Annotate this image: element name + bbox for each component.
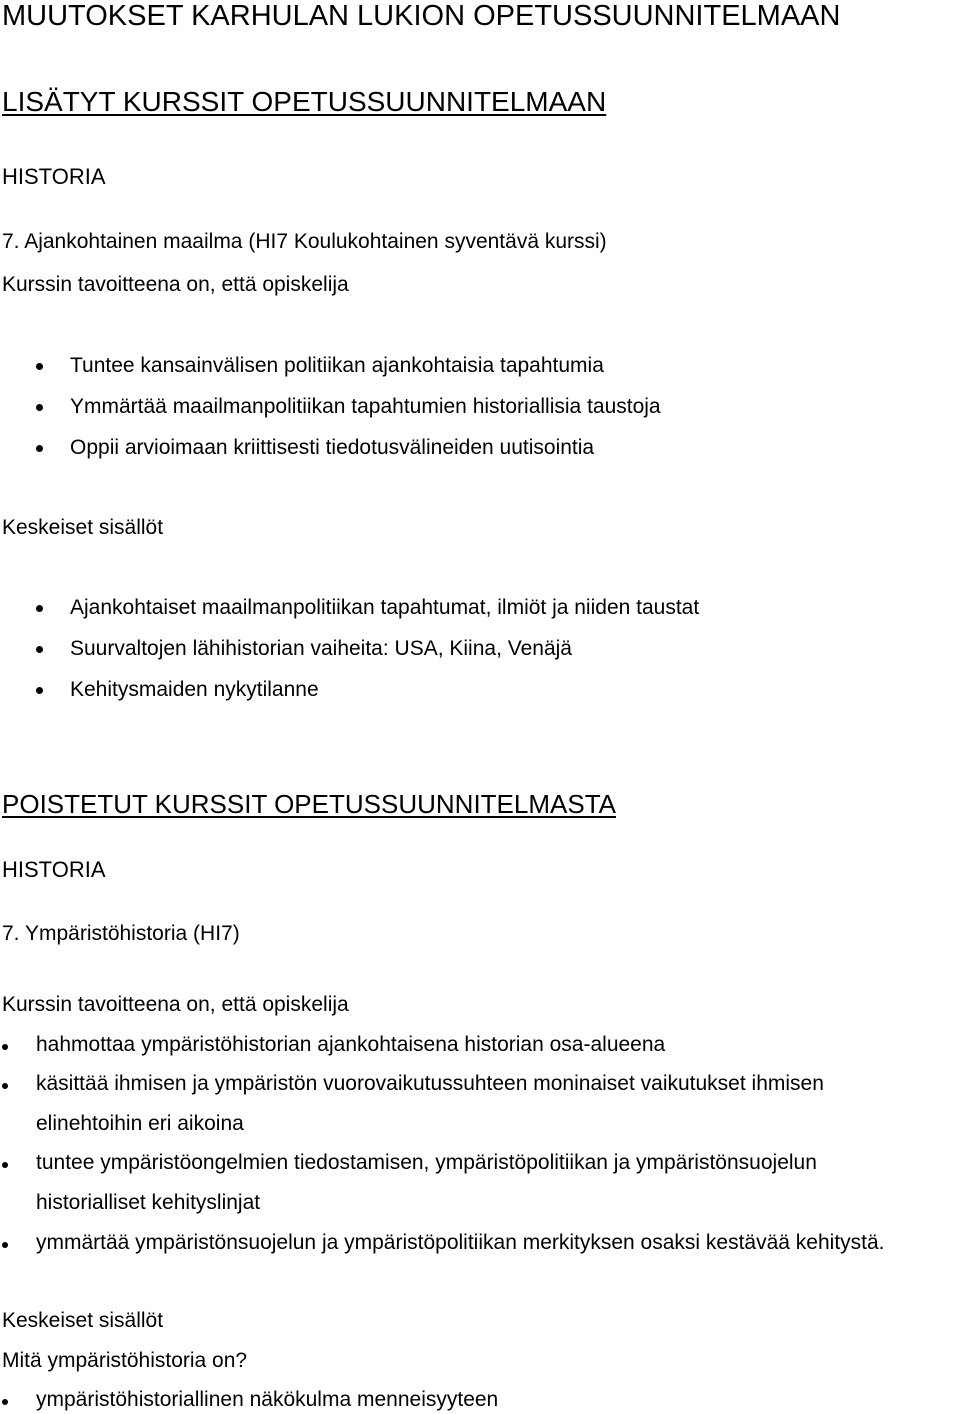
document-heading: MUUTOKSET KARHULAN LUKION OPETUSSUUNNITELMAAN (2, 0, 841, 32)
bullet-icon (2, 1399, 8, 1405)
removed-goals-intro: Kurssin tavoitteena on, että opiskelija (2, 993, 349, 1016)
removed-course-title: 7. Ympäristöhistoria (HI7) (2, 922, 240, 945)
bullet-icon (2, 1162, 8, 1168)
bullet-icon (36, 445, 43, 452)
added-course-title: 7. Ajankohtainen maailma (HI7 Koulukohtainen syventävä kurssi) (2, 230, 607, 253)
bullet-icon (36, 646, 43, 653)
bullet-icon (2, 1044, 8, 1050)
removed-section-title: POISTETUT KURSSIT OPETUSSUUNNITELMASTA (2, 789, 616, 819)
added-section-title: LISÄTYT KURSSIT OPETUSSUUNNITELMAAN (2, 86, 607, 117)
bullet-icon (36, 605, 43, 612)
bullet-icon (36, 687, 43, 694)
removed-subject: HISTORIA (2, 857, 106, 882)
bullet-icon (2, 1242, 8, 1248)
added-content-heading: Keskeiset sisällöt (2, 516, 164, 539)
added-goals-intro: Kurssin tavoitteena on, että opiskelija (2, 273, 349, 296)
added-subject: HISTORIA (2, 164, 106, 189)
bullet-icon (2, 1083, 8, 1089)
removed-content-question: Mitä ympäristöhistoria on? (2, 1349, 248, 1372)
removed-content-heading: Keskeiset sisällöt (2, 1309, 164, 1332)
bullet-icon (36, 404, 43, 411)
bullet-icon (36, 363, 43, 370)
